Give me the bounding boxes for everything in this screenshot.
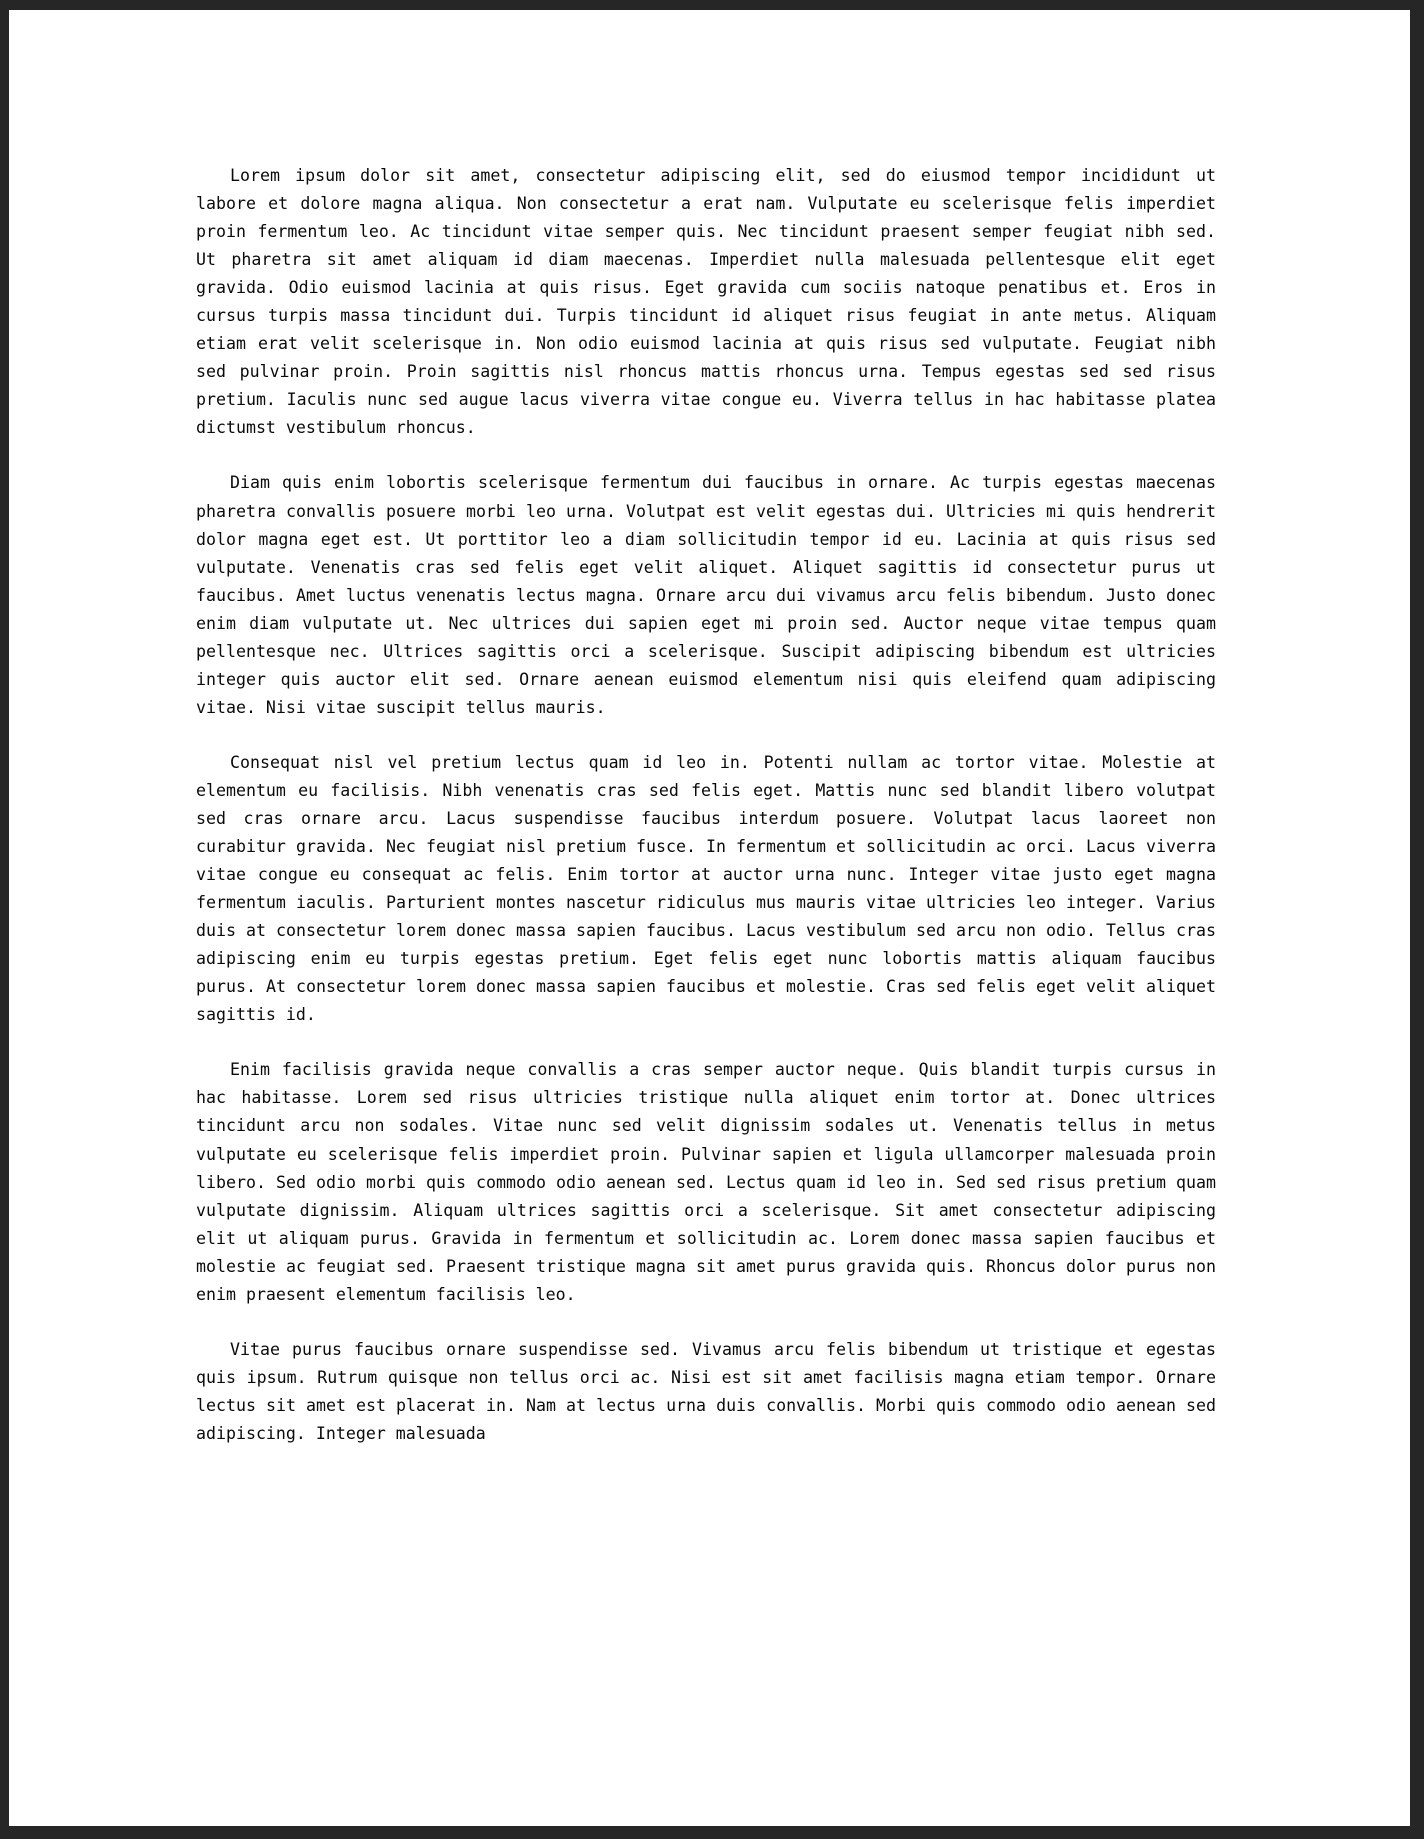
paragraph-1: Lorem ipsum dolor sit amet, consectetur adipiscing elit, sed do eiusmod tempor incididunt ut labore et dolore magna aliqua. Non consectetur a erat nam. Vulputate eu scelerisque felis imperdiet proin fermentum leo. Ac tincidunt vitae semper quis. Nec tincidunt praesent semper feugiat nibh sed. Ut pharetra sit amet aliquam id diam maecenas. Imperdiet nulla malesuada pellentesque elit eget gravida. Odio euismod lacinia at quis risus. Eget gravida cum sociis natoque penatibus et. Eros in cursus turpis massa tincidunt dui. Turpis tincidunt id aliquet risus feugiat in ante metus. Aliquam etiam erat velit scelerisque in. Non odio euismod lacinia at quis risus sed vulputate. Feugiat nibh sed pulvinar proin. Proin sagittis nisl rhoncus mattis rhoncus urna. Tempus egestas sed sed risus pretium. Iaculis nunc sed augue lacus viverra vitae congue eu. Viverra tellus in hac habitasse platea dictumst vestibulum rhoncus. <box>196 166 1216 438</box>
paragraph-4: Enim facilisis gravida neque convallis a cras semper auctor neque. Quis blandit turpis cursus in hac habitasse. Lorem sed risus ultricies tristique nulla aliquet enim tortor at. Donec ultrices tincidunt arcu non sodales. Vitae nunc sed velit dignissim sodales ut. Venenatis tellus in metus vulputate eu scelerisque felis imperdiet proin. Pulvinar sapien et ligula ullamcorper malesuada proin libero. Sed odio morbi quis commodo odio aenean sed. Lectus quam id leo in. Sed sed risus pretium quam vulputate dignissim. Aliquam ultrices sagittis orci a scelerisque. Sit amet consectetur adipiscing elit ut aliquam purus. Gravida in fermentum et sollicitudin ac. Lorem donec massa sapien faucibus et molestie ac feugiat sed. Praesent tristique magna sit amet purus gravida quis. Rhoncus dolor purus non enim praesent elementum facilisis leo. <box>196 1060 1216 1304</box>
paragraph-3: Consequat nisl vel pretium lectus quam id leo in. Potenti nullam ac tortor vitae. Molestie at elementum eu facilisis. Nibh venenatis cras sed felis eget. Mattis nunc sed blandit libero volutpat sed cras ornare arcu. Lacus suspendisse faucibus interdum posuere. Volutpat lacus laoreet non curabitur gravida. Nec feugiat nisl pretium fusce. In fermentum et sollicitudin ac orci. Lacus viverra vitae congue eu consequat ac felis. Enim tortor at auctor urna nunc. Integer vitae justo eget magna fermentum iaculis. Parturient montes nascetur ridiculus mus mauris vitae ultricies leo integer. Varius duis at consectetur lorem donec massa sapien faucibus. Lacus vestibulum sed arcu non odio. Tellus cras adipiscing enim eu turpis egestas pretium. Eget felis eget nunc lobortis mattis aliquam faucibus purus. At consectetur lorem donec massa sapien faucibus et molestie. Cras sed felis eget velit aliquet sagittis id. <box>196 752 1216 1025</box>
page-text-body <box>196 162 1216 1448</box>
paragraph-5: Vitae purus faucibus ornare suspendisse sed. Vivamus arcu felis bibendum ut tristique et egestas quis ipsum. Rutrum quisque non tellus orci ac. Nisi est sit amet facilisis magna etiam tempor. Ornare lectus sit amet est placerat in. Nam at lectus urna duis convallis. Morbi quis commodo odio aenean sed adipiscing. Integer malesuada <box>196 1339 1216 1443</box>
paragraph-2: Diam quis enim lobortis scelerisque fermentum dui faucibus in ornare. Ac turpis egestas maecenas pharetra convallis posuere morbi leo urna. Volutpat est velit egestas dui. Ultricies mi quis hendrerit dolor magna eget est. Ut porttitor leo a diam sollicitudin tempor id eu. Lacinia at quis risus sed vulputate. Venenatis cras sed felis eget velit aliquet. Aliquet sagittis id consectetur purus ut faucibus. Amet luctus venenatis lectus magna. Ornare arcu dui vivamus arcu felis bibendum. Justo donec enim diam vulputate ut. Nec ultrices dui sapien eget mi proin sed. Auctor neque vitae tempus quam pellentesque nec. Ultrices sagittis orci a scelerisque. Suscipit adipiscing bibendum est ultricies integer quis auctor elit sed. Ornare aenean euismod elementum nisi quis eleifend quam adipiscing vitae. Nisi vitae suscipit tellus mauris. <box>196 473 1216 717</box>
page-sheet <box>9 10 1410 1826</box>
